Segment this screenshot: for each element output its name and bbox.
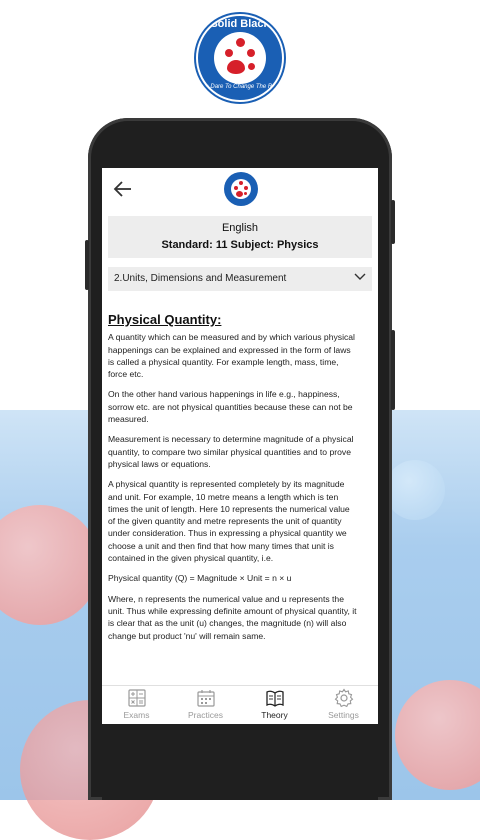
calculator-icon: [127, 688, 147, 708]
chapter-dropdown[interactable]: [108, 267, 372, 291]
arrow-left-icon[interactable]: [112, 178, 136, 202]
content-paragraph: A physical quantity is represented completely by its magnitude and unit. For example, 10 metre means a length which is ten times the unit of length. Here 10 represents the numerical value of the given quantity and metre represents the unit of quantity under consideration. Thus in expressing a physical quantity we choose a unit and then find that how many times that unit is contained in the given physical quantity, i.e.: [108, 479, 350, 564]
content-paragraph: Measurement is necessary to determine magnitude of a physical quantity, to compare two similar physical quantities and to prove physical laws or equations.: [108, 434, 354, 469]
nav-practices-label: Practices: [188, 710, 223, 720]
brand-name: Solid Black: [210, 18, 270, 30]
bottom-nav: [102, 685, 378, 724]
app-header: [102, 168, 378, 212]
book-icon: [265, 688, 285, 708]
nav-practices[interactable]: [171, 688, 240, 720]
phone-side-button: [85, 240, 89, 290]
content-paragraph: On the other hand various happenings in life e.g., happiness, sorrow etc. are not physical quantities because these can not be measured.: [108, 389, 353, 425]
nav-settings[interactable]: [309, 688, 378, 720]
class-info: [108, 216, 372, 258]
language-label: English: [221, 222, 259, 234]
formula-paragraph: Physical quantity (Q) = Magnitude × Unit = n × u: [108, 573, 292, 584]
content-paragraph: A quantity which can be measured and by which various physical happenings can be explained and expressed in the form of laws is called a physical quantity. For example length, mass, time, force etc.: [108, 332, 355, 380]
nav-theory-label: Theory: [261, 710, 288, 720]
nav-exams-label: Exams: [123, 710, 150, 720]
chevron-down-icon: [354, 271, 366, 286]
phone-side-button: [391, 200, 395, 244]
app-logo: [224, 172, 258, 206]
brand-logo: [196, 14, 284, 102]
gear-icon: [334, 688, 354, 708]
phone-bezel-bottom: [102, 724, 378, 800]
decorative-bubble: [385, 460, 445, 520]
chapter-selected: 2.Units, Dimensions and Measurement: [114, 273, 287, 284]
nav-settings-label: Settings: [328, 710, 359, 720]
content-title: Physical Quantity:: [108, 312, 222, 327]
nav-exams[interactable]: [102, 688, 171, 720]
phone-side-button: [391, 330, 395, 410]
theory-content: [108, 314, 358, 686]
content-paragraph: Where, n represents the numerical value and u represents the unit. Thus while expressing definite amount of physical quantity, it is clear that as the unit (u) changes, the magnitude (n) will also change but product 'nu' will remain same.: [108, 593, 357, 641]
app-screen: [102, 168, 378, 724]
standard-subject-label: Standard: 11 Subject: Physics: [161, 239, 319, 251]
brand-tagline: We Dare To Change The Rule: [199, 84, 281, 90]
calendar-icon: [196, 688, 216, 708]
nav-theory[interactable]: [240, 688, 309, 720]
